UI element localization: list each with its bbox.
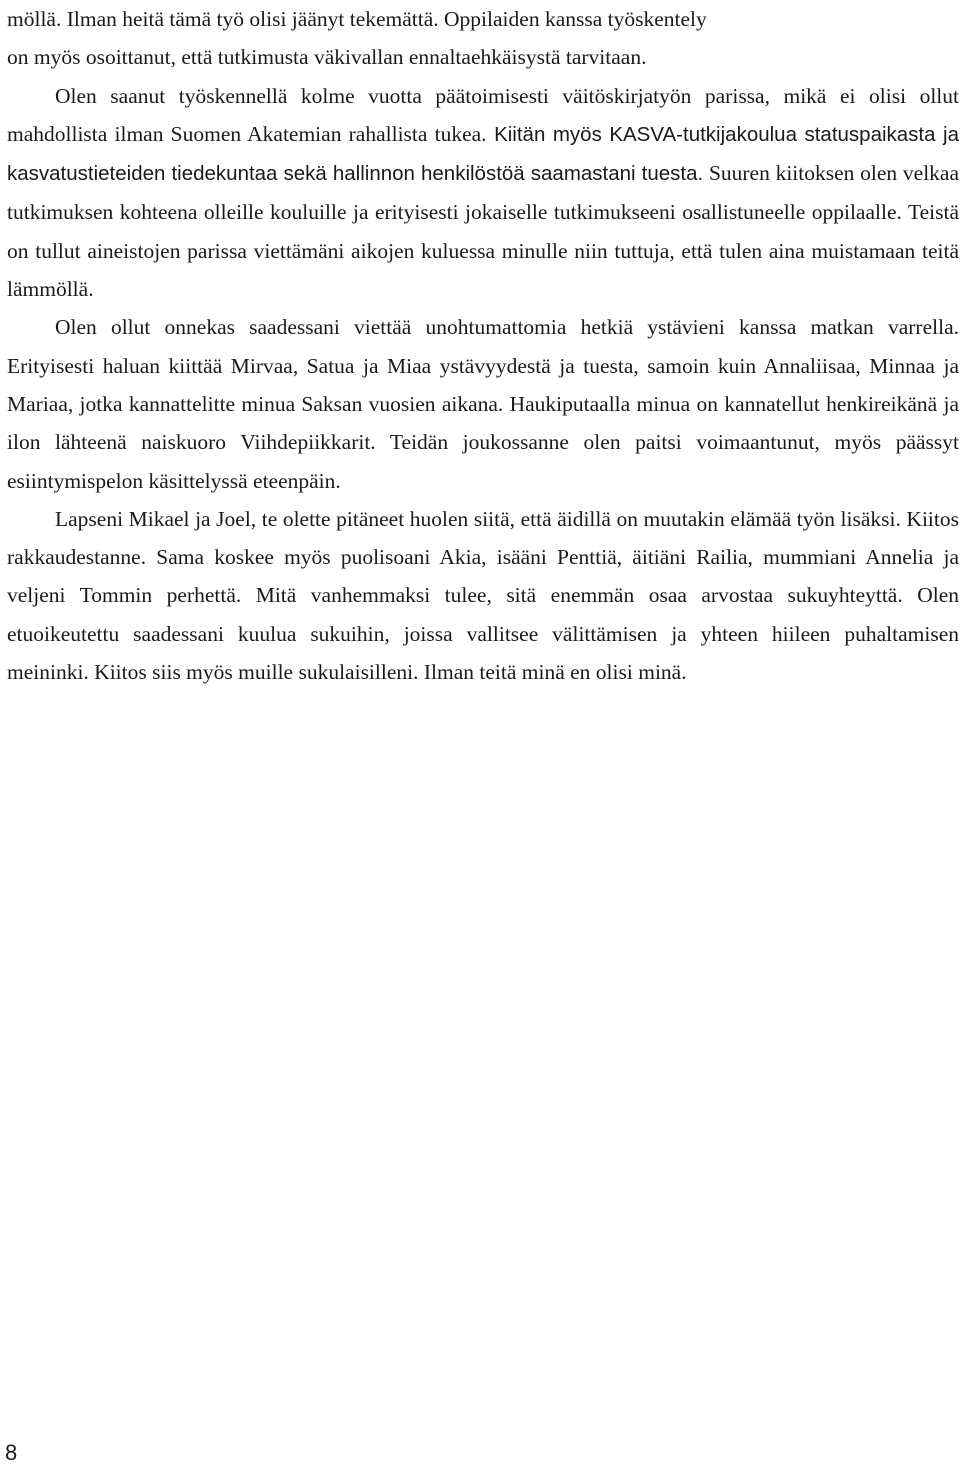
body-text	[7, 0, 959, 691]
paragraph-2-serif-part-2: Suuren kiitoksen olen velkaa tutkimuksen kohteena olleille kouluille ja erityisesti jokaiselle tutkimukseeni osallistuneelle oppilaalle. Teistä on tullut aineistojen parissa viettämäni aikojen kuluessa minulle niin tuttuja, että tulen aina muistamaan teitä lämmöllä.	[7, 161, 959, 302]
paragraph-2-sans-part: Kiitän myös KASVA-tutkijakoulua statuspaikasta ja kasvatustieteiden tiedekuntaa sekä hallinnon henkilöstöä saamastani tuesta.	[7, 122, 959, 186]
paragraph-funding	[7, 77, 959, 309]
paragraph-friends: Olen ollut onnekas saadessani viettää unohtumattomia hetkiä ystävieni kanssa matkan varrella. Erityisesti haluan kiittää Mirvaa, Satua ja Miaa ystävyydestä ja tuesta, samoin kuin Annaliisaa, Minnaa ja Mariaa, jotka kannattelitte minua Saksan vuosien aikana. Haukiputaalla minua on kannatellut henkireikänä ja ilon lähteenä naiskuoro Viihdepiikkarit. Teidän joukossanne olen paitsi voimaantunut, myös päässyt esiintymispelon käsittelyssä eteenpäin.	[7, 315, 959, 493]
paragraph-1-line-2: on myös osoittanut, että tutkimusta väkivallan ennaltaehkäisystä tarvitaan.	[7, 45, 647, 70]
page-number: 8	[5, 1440, 18, 1465]
paragraph-continued	[7, 0, 959, 77]
paragraph-family: Lapseni Mikael ja Joel, te olette pitäneet huolen siitä, että äidillä on muutakin elämää työn lisäksi. Kiitos rakkaudestanne. Sama koskee myös puolisoani Akia, isääni Penttiä, äitiäni Railia, mummiani Annelia ja veljeni Tommin perhettä. Mitä vanhemmaksi tulee, sitä enemmän osaa arvostaa sukuyhteyttä. Olen etuoikeutettu saadessani kuulua sukuihin, joissa vallitsee välittämisen ja yhteen hiileen puhaltamisen meininki. Kiitos siis myös muille sukulaisilleni. Ilman teitä minä en olisi minä.	[7, 506, 959, 685]
paragraph-1-line-1: möllä. Ilman heitä tämä työ olisi jäänyt tekemättä. Oppilaiden kanssa työskentely	[7, 7, 707, 31]
paragraph-2-serif-part-1: Olen saanut työskennellä kolme vuotta päätoimisesti väitöskirjatyön parissa, mikä ei olisi ollut mahdollista ilman Suomen Akatemian rahallista tukea.	[7, 83, 959, 146]
